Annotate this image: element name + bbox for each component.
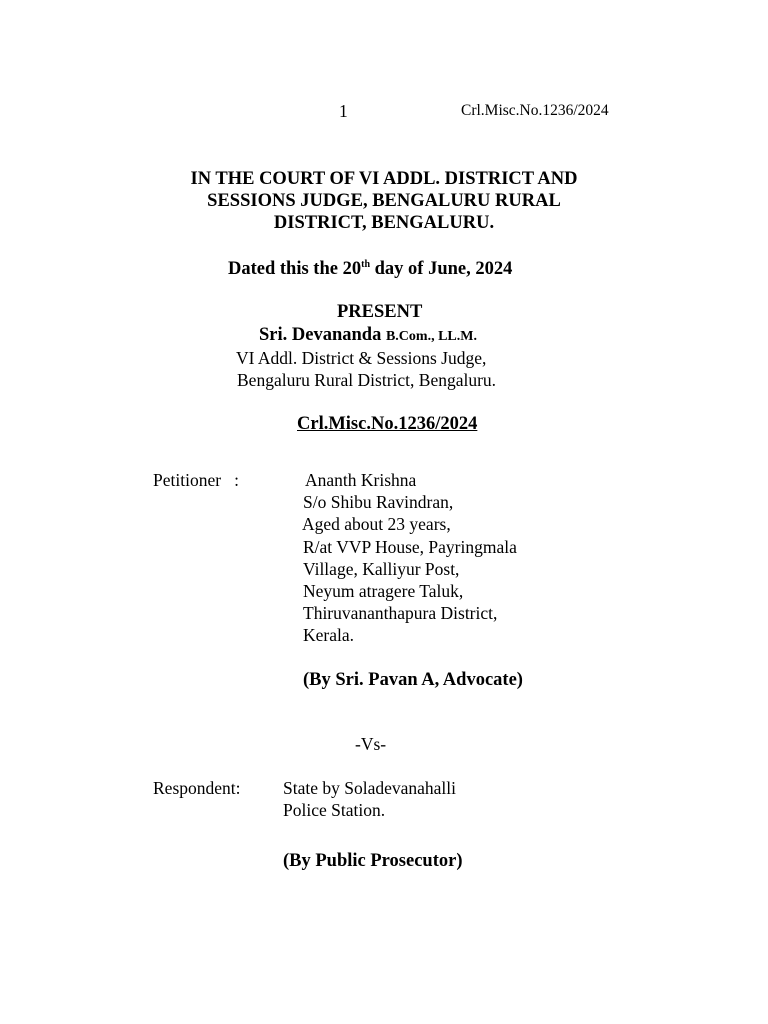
petitioner-line: Thiruvananthapura District,	[303, 603, 498, 623]
petitioner-line: Village, Kalliyur Post,	[303, 559, 460, 579]
date-ordinal-suffix: th	[361, 258, 371, 270]
versus-separator: -Vs-	[355, 734, 387, 754]
judge-designation: VI Addl. District & Sessions Judge,	[236, 348, 487, 368]
respondent-line: State by Soladevanahalli	[283, 778, 457, 798]
case-number: Crl.Misc.No.1236/2024	[297, 414, 478, 434]
date-prefix: Dated this the 20	[228, 259, 362, 279]
petitioner-line: Neyum atragere Taluk,	[303, 581, 464, 601]
respondent-line: Police Station.	[283, 800, 386, 820]
petitioner-line: Aged about 23 years,	[302, 514, 451, 534]
page-number: 1	[339, 101, 348, 121]
header-case-reference: Crl.Misc.No.1236/2024	[461, 102, 609, 119]
petitioner-line: Kerala.	[303, 625, 355, 645]
present-heading: PRESENT	[337, 302, 423, 322]
judge-name-line	[259, 325, 477, 346]
order-date	[228, 259, 512, 280]
petitioner-line: S/o Shibu Ravindran,	[303, 492, 454, 512]
petitioner-label: Petitioner :	[153, 470, 240, 490]
respondent-label: Respondent:	[153, 778, 241, 798]
petitioner-counsel: (By Sri. Pavan A, Advocate)	[303, 670, 523, 690]
judge-place: Bengaluru Rural District, Bengaluru.	[237, 370, 497, 390]
judge-qualification: B.Com., LL.M.	[385, 329, 477, 344]
court-title-line-1: IN THE COURT OF VI ADDL. DISTRICT AND	[190, 169, 578, 189]
date-rest: day of June, 2024	[370, 259, 513, 279]
court-title	[134, 168, 634, 234]
respondent-counsel: (By Public Prosecutor)	[283, 851, 463, 871]
court-title-line-2: SESSIONS JUDGE, BENGALURU RURAL	[207, 191, 561, 211]
judge-name: Sri. Devananda	[259, 325, 386, 345]
petitioner-line: R/at VVP House, Payringmala	[303, 537, 517, 557]
petitioner-line: Ananth Krishna	[305, 470, 417, 490]
court-title-line-3: DISTRICT, BENGALURU.	[273, 213, 495, 233]
